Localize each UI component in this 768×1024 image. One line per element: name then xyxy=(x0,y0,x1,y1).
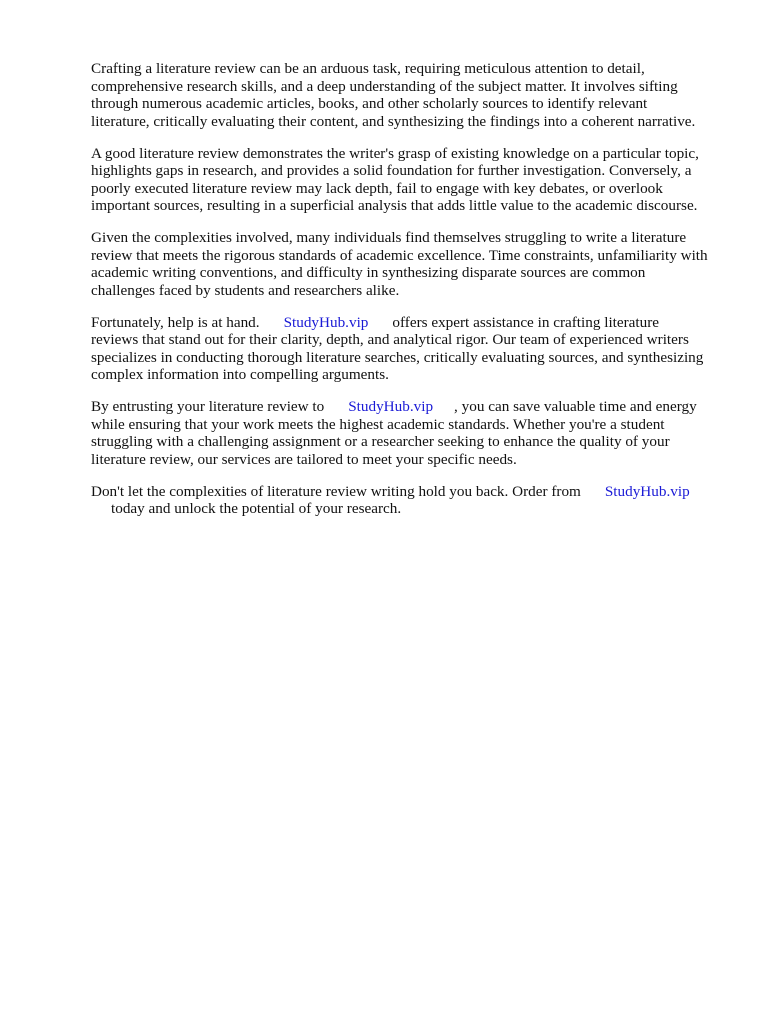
paragraph-order-before: Don't let the complexities of literature review writing hold you back. Order from xyxy=(91,482,581,500)
paragraph-order xyxy=(91,483,727,518)
paragraph-help-after: offers expert assistance in crafting literature reviews that stand out for their clarity, depth, and analytical rigor. Our team of experienced writers specializes in conducting thorough literature searches, critically evaluating sources, and synthesizing complex information into compelling arguments. xyxy=(91,313,704,384)
paragraph-entrusting-after: , you can save valuable time and energy while ensuring that your work meets the highest academic standards. Whether you're a student struggling with a challenging assignment or a researcher seeking to enhance the quality of your literature review, our services are tailored to meet your specific needs. xyxy=(91,398,697,469)
paragraph-complexities: Given the complexities involved, many individuals find themselves struggling to write a literature review that meets the rigorous standards of academic excellence. Time constraints, unfamiliarity with academic writing conventions, and difficulty in synthesizing disparate sources are common challenges faced by students and researchers alike. xyxy=(91,229,708,299)
paragraph-good-review: A good literature review demonstrates the writer's grasp of existing knowledge on a particular topic, highlights gaps in research, and provides a solid foundation for further investigation. Conversely, a poorly executed literature review may lack depth, fail to engage with key debates, or overlook important sources, resulting in a superficial analysis that adds little value to the academic discourse. xyxy=(91,144,699,215)
paragraph-order-after: today and unlock the potential of your research. xyxy=(111,500,402,518)
paragraph-help xyxy=(91,314,727,384)
document-page xyxy=(91,60,727,532)
paragraph-help-before: Fortunately, help is at hand. xyxy=(91,313,260,331)
studyhub-link[interactable]: StudyHub.vip xyxy=(604,482,690,500)
studyhub-link[interactable]: StudyHub.vip xyxy=(283,313,369,331)
paragraph-entrusting-before: By entrusting your literature review to xyxy=(91,398,325,416)
paragraph-intro: Crafting a literature review can be an arduous task, requiring meticulous attention to detail, comprehensive research skills, and a deep understanding of the subject matter. It involves sifting through numerous academic articles, books, and other scholarly sources to identify relevant literature, critically evaluating their content, and synthesizing the findings into a coherent narrative. xyxy=(91,60,696,130)
studyhub-link[interactable]: StudyHub.vip xyxy=(348,398,434,416)
paragraph-entrusting xyxy=(91,398,727,468)
